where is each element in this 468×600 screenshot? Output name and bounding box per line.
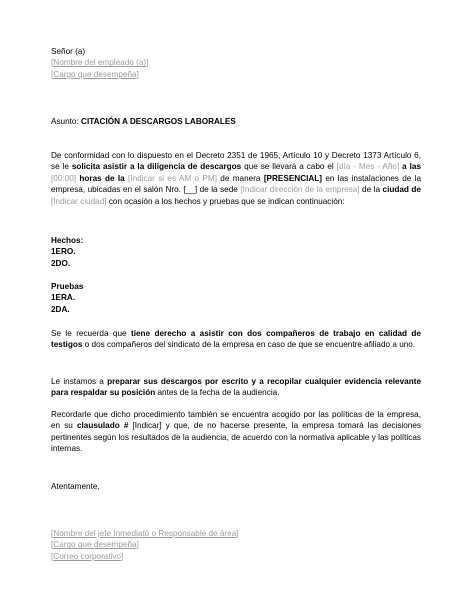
list-item: 2DA. (51, 304, 70, 314)
employee-role-placeholder: [Cargo que desempeña] (51, 69, 139, 79)
closing: Atentamente, (51, 482, 100, 491)
paragraph-convocation: De conformidad con lo dispuesto en el Decreto 2351 de 1965, Artículo 10 y Decreto 1373 Artículo 6, se le solicita asistir a la diligencia de descargos que se llevará a cabo el [día - Mes - Año] a las [00:00] horas de la [Indicar si es AM o PM] de manera [PRESENCIAL] en las instalaciones de la empresa, ubicadas en el salón Nro. [__] de la sede [Indicar dirección de la empresa] de la ciudad de [Indicar ciudad] con ocasión a los hechos y pruebas que se indican continuación: (51, 151, 422, 206)
subject-line (51, 116, 421, 127)
recipient-block (51, 46, 421, 80)
signature-block (51, 528, 421, 562)
facts-section (51, 235, 421, 269)
facts-title: Hechos: (51, 236, 84, 245)
list-item: 2DO. (51, 258, 71, 268)
paragraph-prepare: Le instamos a preparar sus descargos por escrito y a recopilar cualquier evidencia relevante para respaldar su posición antes de la fecha de la audiencia. (51, 377, 421, 398)
subject-label: Asunto: (51, 117, 82, 126)
evidence-section (51, 281, 421, 315)
salutation: Señor (a) (51, 47, 86, 56)
signer-name-placeholder: [Nombre del jefe Inmediato o Responsable de área] (51, 529, 239, 538)
employee-name-placeholder: [Nombre del empleado (a)] (51, 58, 149, 68)
paragraph-policies: Recordarle que dicho procedimiento también se encuentra acogido por las políticas de la empresa, en su clausulado # [Indicar] y que, de no hacerse presente, la empresa tomará las decisiones pertinentes según los resultados de la audiencia, de acuerdo con la normativa aplicable y las políticas internas. (51, 410, 421, 454)
evidence-title: Pruebas (51, 282, 84, 291)
signer-role-placeholder: [Cargo que desempeña] (51, 540, 139, 550)
list-item: 1ERO. (51, 247, 76, 257)
subject-text: CITACIÓN A DESCARGOS LABORALES (81, 117, 236, 126)
signer-email-placeholder: [Correo corporativo] (51, 551, 124, 561)
list-item: 1ERA. (51, 293, 76, 303)
paragraph-witnesses: Se le recuerda que tiene derecho a asistir con dos compañeros de trabajo en calidad de testigos o dos compañeros del sindicato de la empresa en caso de que se encuentre afiliado a uno. (51, 329, 421, 350)
